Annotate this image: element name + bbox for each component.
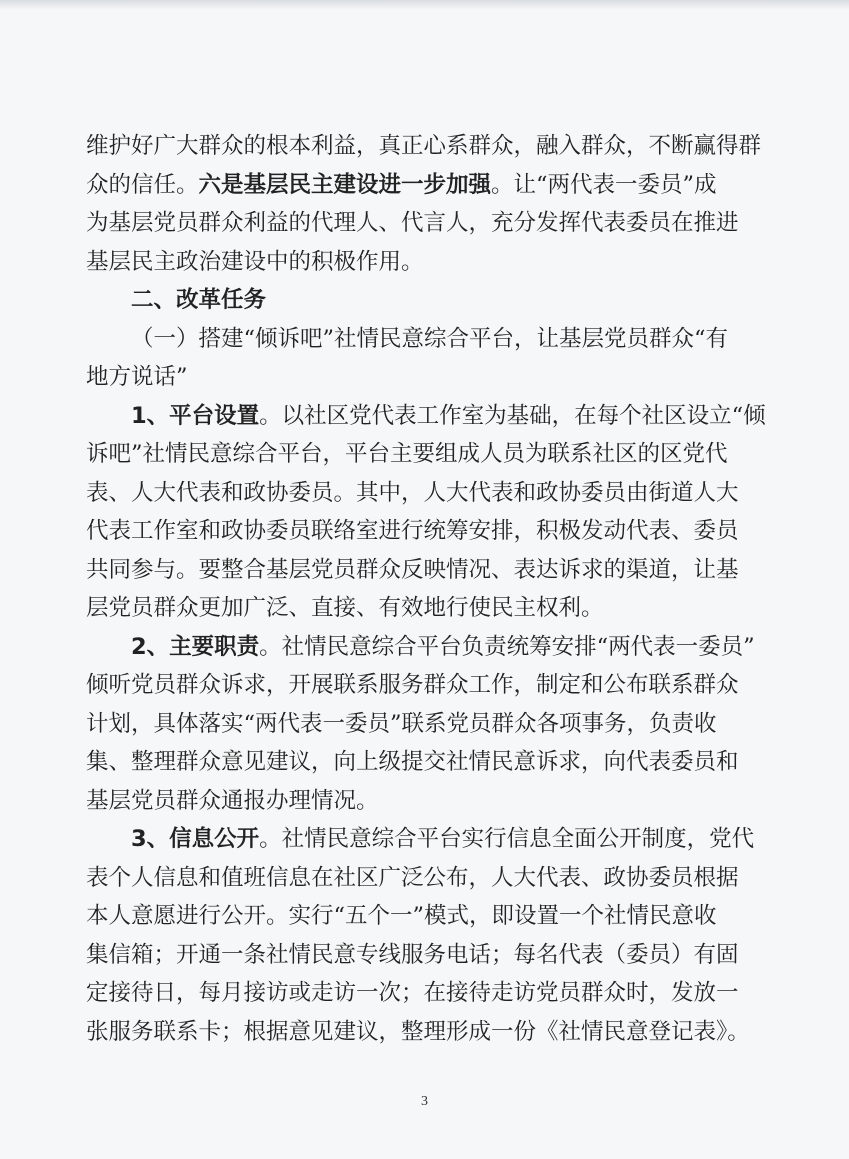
text-span: 基层民主政治建设中的积极作用。	[86, 248, 424, 275]
text-line	[86, 127, 766, 166]
text-line	[86, 705, 766, 744]
text-line	[86, 166, 766, 205]
text-span: 定接待日，每月接访或走访一次；在接待走访党员群众时，发放一	[86, 980, 739, 1006]
text-span: 共同参与。要整合基层党员群众反映情况、表达诉求的渠道，让基	[86, 556, 739, 583]
text-span: 众的信任。	[86, 171, 199, 198]
text-span: 代表工作室和政协委员联络室进行统筹安排，积极发动代表、委员	[86, 518, 739, 544]
text-line	[86, 243, 766, 282]
paragraph-1	[86, 397, 766, 436]
text-span: 地方说话”	[86, 364, 188, 390]
text-line	[86, 551, 766, 590]
document-body	[86, 127, 766, 1051]
text-line	[86, 859, 766, 898]
text-span: 表、人大代表和政协委员。其中，人大代表和政协委员由街道人大	[86, 479, 739, 506]
text-span: 本人意愿进行公开。实行“五个一”模式，即设置一个社情民意收	[86, 903, 717, 929]
paragraph-2	[86, 628, 766, 667]
text-line	[86, 666, 766, 705]
subsection-heading-cont	[86, 358, 766, 397]
bold-phrase: 六是基层民主建设进一步加强	[198, 171, 492, 198]
text-line	[86, 589, 766, 628]
text-span: 倾听党员群众诉求，开展联系服务群众工作，制定和公布联系群众	[86, 672, 739, 698]
text-line	[86, 897, 766, 936]
text-span: 诉吧”社情民意综合平台，平台主要组成人员为联系社区的区党代	[86, 441, 728, 467]
text-span: 层党员群众更加广泛、直接、有效地行使民主权利。	[86, 595, 604, 621]
paragraph-3	[86, 820, 766, 859]
text-line	[86, 435, 766, 474]
item-label: 3、信息公开	[131, 826, 260, 852]
text-line	[86, 743, 766, 782]
text-line	[86, 974, 766, 1013]
subsection-heading	[86, 320, 766, 359]
text-span: （一）搭建“倾诉吧”社情民意综合平台，让基层党员群众“有	[131, 325, 729, 352]
text-span: 基层党员群众通报办理情况。	[86, 787, 379, 814]
text-line	[86, 204, 766, 243]
text-line	[86, 936, 766, 975]
text-span: 张服务联系卡；根据意见建议，整理形成一份《社情民意登记表》。	[86, 1018, 750, 1045]
page-number: 3	[421, 1094, 428, 1109]
text-span: 维护好广大群众的根本利益，真正心系群众，融入群众，不断赢得群	[86, 133, 762, 159]
text-span: 。社情民意综合平台实行信息全面公开制度，党代	[259, 826, 755, 852]
scan-top-edge	[0, 0, 849, 10]
text-line	[86, 474, 766, 513]
text-span: 为基层党员群众利益的代理人、代言人，充分发挥代表委员在推进	[86, 210, 739, 236]
text-line	[86, 512, 766, 551]
text-span: 表个人信息和值班信息在社区广泛公布，人大代表、政协委员根据	[86, 864, 739, 891]
text-span: 。让“两代表一委员”成	[491, 171, 717, 198]
text-span: 。社情民意综合平台负责统筹安排“两代表一委员”	[259, 633, 755, 660]
item-label: 2、主要职责	[131, 633, 260, 660]
text-span: 集、整理群众意见建议，向上级提交社情民意诉求，向代表委员和	[86, 749, 739, 775]
text-line	[86, 782, 766, 821]
text-line	[86, 1013, 766, 1052]
item-label: 1、平台设置	[131, 402, 260, 429]
section-heading: 二、改革任务	[131, 287, 267, 313]
text-span: 。以社区党代表工作室为基础，在每个社区设立“倾	[259, 402, 766, 429]
text-span: 计划，具体落实“两代表一委员”联系党员群众各项事务，负责收	[86, 710, 717, 737]
text-span: 集信箱；开通一条社情民意专线服务电话；每名代表（委员）有固	[86, 941, 739, 968]
